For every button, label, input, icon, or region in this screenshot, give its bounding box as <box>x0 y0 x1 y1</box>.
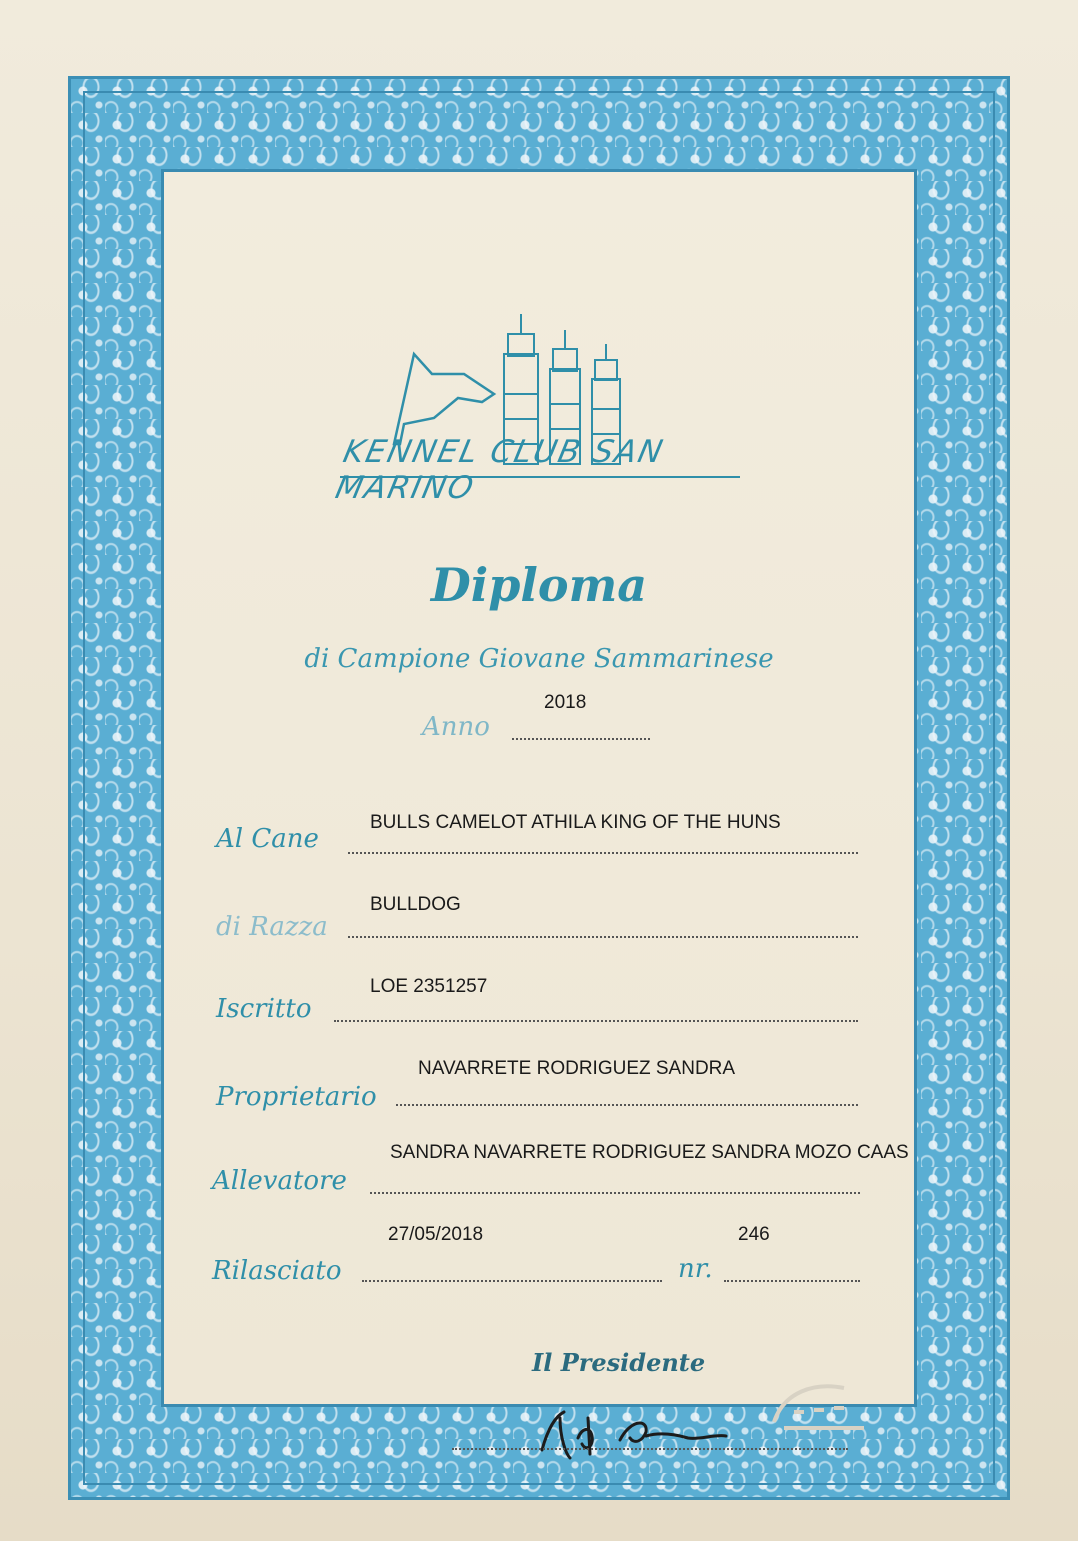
anno-line <box>512 738 650 740</box>
cane-label: Al Cane <box>216 824 319 854</box>
allevatore-line <box>370 1192 860 1194</box>
anno-value: 2018 <box>544 692 587 713</box>
nr-value: 246 <box>738 1224 770 1245</box>
diploma-title: Diploma <box>430 558 648 612</box>
proprietario-label: Proprietario <box>216 1082 377 1112</box>
rilasciato-value: 27/05/2018 <box>388 1224 484 1245</box>
iscritto-line <box>334 1020 858 1022</box>
razza-value: BULLDOG <box>370 894 461 915</box>
razza-label: di Razza <box>216 912 328 942</box>
president-signature <box>530 1398 790 1468</box>
allevatore-label: Allevatore <box>212 1166 347 1196</box>
faded-stamp <box>754 1372 884 1442</box>
president-label: Il Presidente <box>532 1348 706 1377</box>
proprietario-line <box>396 1104 858 1106</box>
rilasciato-line <box>362 1280 662 1282</box>
razza-line <box>348 936 858 938</box>
cane-line <box>348 852 858 854</box>
anno-label: Anno <box>422 712 490 742</box>
diploma-subtitle: di Campione Giovane Sammarinese <box>304 644 774 674</box>
cane-value: BULLS CAMELOT ATHILA KING OF THE HUNS <box>370 812 781 833</box>
nr-line <box>724 1280 860 1282</box>
allevatore-value: SANDRA NAVARRETE RODRIGUEZ SANDRA MOZO CAAS <box>390 1142 909 1163</box>
iscritto-value: LOE 2351257 <box>370 976 488 997</box>
signature-line <box>452 1448 848 1450</box>
logo-text: KENNEL CLUB SAN MARINO <box>332 434 668 506</box>
proprietario-value: NAVARRETE RODRIGUEZ SANDRA <box>418 1058 736 1079</box>
certificate-paper <box>161 169 917 1407</box>
logo-underline <box>340 476 740 478</box>
ornamental-border <box>68 76 1010 1500</box>
rilasciato-label: Rilasciato <box>212 1256 342 1286</box>
iscritto-label: Iscritto <box>216 994 312 1024</box>
nr-label: nr. <box>678 1254 713 1284</box>
